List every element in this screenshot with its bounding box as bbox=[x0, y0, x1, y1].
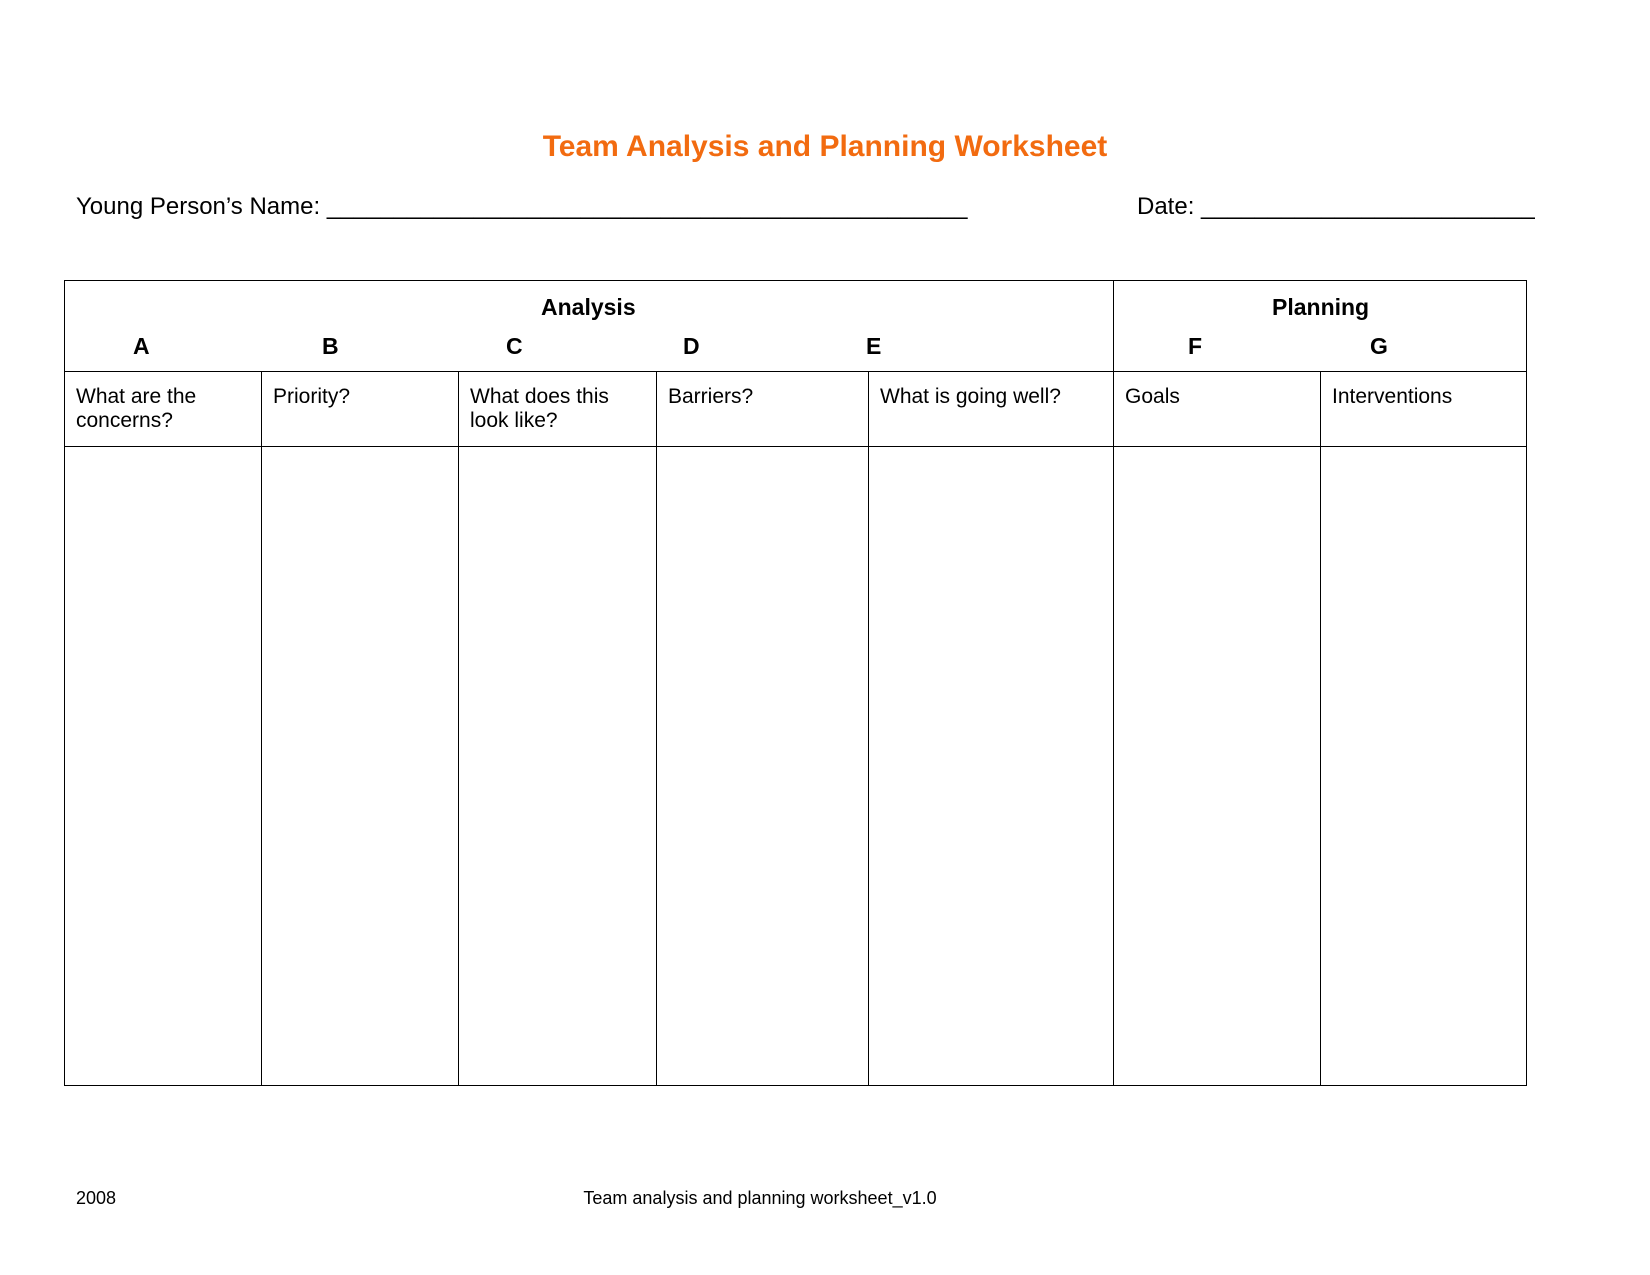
date-field[interactable]: Date: _________________________ bbox=[1137, 193, 1535, 220]
column-divider-ab bbox=[261, 371, 262, 1086]
column-letter-e: E bbox=[866, 333, 882, 359]
column-question-d: Barriers? bbox=[668, 385, 754, 408]
column-divider-de bbox=[868, 371, 869, 1086]
column-letter-c: C bbox=[506, 333, 523, 359]
analysis-heading: Analysis bbox=[541, 294, 636, 320]
header-divider bbox=[64, 371, 1527, 372]
question-row-divider bbox=[64, 446, 1527, 447]
footer-document-name: Team analysis and planning worksheet_v1.0 bbox=[583, 1188, 937, 1208]
column-letter-a: A bbox=[133, 333, 150, 359]
column-question-b: Priority? bbox=[273, 385, 351, 408]
column-letter-f: F bbox=[1188, 333, 1203, 359]
column-letter-g: G bbox=[1370, 333, 1388, 359]
column-letter-b: B bbox=[322, 333, 339, 359]
planning-heading: Planning bbox=[1272, 294, 1370, 320]
column-letter-d: D bbox=[683, 333, 700, 359]
column-question-e: What is going well? bbox=[880, 385, 1061, 408]
analysis-planning-divider bbox=[1113, 280, 1114, 1086]
column-question-g: Interventions bbox=[1332, 385, 1453, 408]
worksheet-title: Team Analysis and Planning Worksheet bbox=[542, 130, 1108, 163]
column-divider-fg bbox=[1320, 371, 1321, 1086]
footer-year: 2008 bbox=[76, 1188, 117, 1208]
column-question-a: What are the concerns? bbox=[76, 385, 197, 432]
column-divider-bc bbox=[458, 371, 459, 1086]
young-person-name-field[interactable]: Young Person’s Name: ________________________________________________ bbox=[76, 193, 968, 220]
column-question-f: Goals bbox=[1125, 385, 1180, 408]
column-question-c: What does this look like? bbox=[470, 385, 609, 432]
column-divider-cd bbox=[656, 371, 657, 1086]
